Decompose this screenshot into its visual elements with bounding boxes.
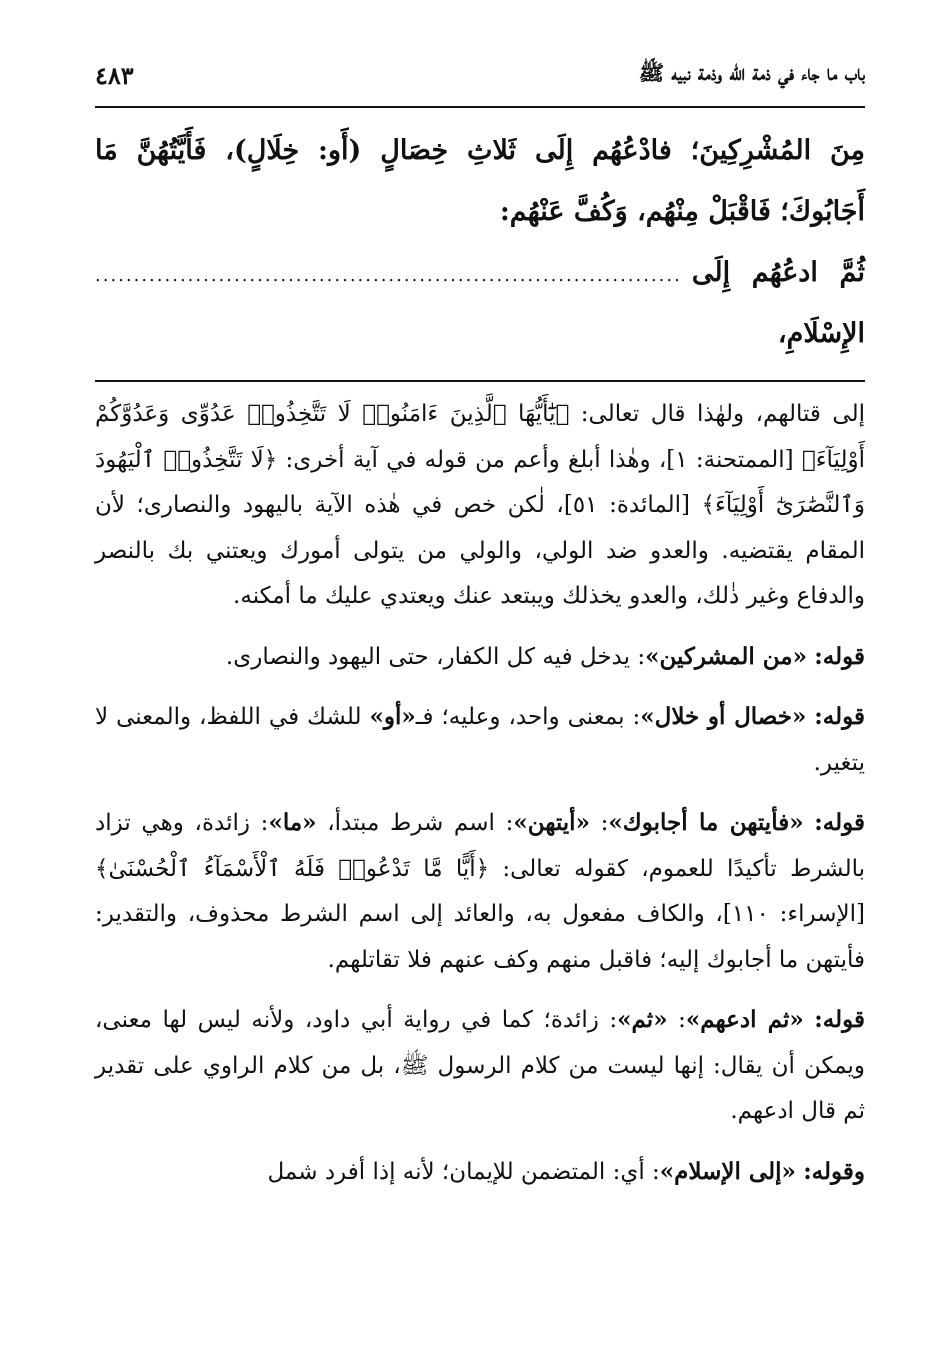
explanation-text: : زائدة، وهي تزاد بالشرط تأكيدًا للعموم، كقوله تعالى: ﴿أَيًّا مَّا تَدْعُوا۟ فَلَهُ ٱلْأَسْمَآءُ ٱلْحُسْنَىٰ﴾ [الإسراء: ١١٠]، والكاف مفعول به، والعائد إلى اسم الشرط محذوف، والتقدير: فأيتهن ما أجابوك إليه؛ فاقبل منهم وكف عنهم فلا تقاتلهم. [95, 810, 865, 973]
explanation-text: : يدخل فيه كل الكفار، حتى اليهود والنصارى. [225, 643, 646, 670]
page [95, 50, 865, 1195]
explanation-text: : [589, 810, 609, 836]
commentary-paragraph-4 [95, 800, 865, 983]
commentary-paragraph-3 [95, 694, 865, 786]
running-header [95, 50, 865, 100]
quoted-phrase: «ثم ادعهم» [685, 1006, 804, 1033]
quoted-phrase: «إلى الإسلام» [659, 1157, 796, 1185]
keyword: «أيتهن» [513, 809, 590, 836]
ellipsis-dots: ............................................................................ [95, 265, 682, 286]
hadith-text [95, 120, 865, 364]
chapter-title: باب ما جاء في ذمة الله وذمة نبيه ﷺ [638, 59, 865, 85]
explanation-text: : اسم شرط مبتدأ، [316, 810, 514, 836]
explanation-text: : بمعنى واحد، وعليه؛ فـ [415, 704, 641, 730]
commentary-paragraph-6 [95, 1149, 865, 1196]
commentary [95, 392, 865, 1195]
page-number: ٤٨٣ [95, 60, 134, 90]
commentary-paragraph-2 [95, 634, 865, 681]
keyword: «أو» [369, 703, 416, 730]
qawluh-label: قوله: [814, 642, 865, 670]
explanation-text: : زائدة؛ كما في رواية أبي داود، ولأنه ليس لها معنى، ويمكن أن يقال: إنها ليست من كلام الرسول ﷺ، بل من كلام الراوي على تقدير ثم قال ادعهم. [95, 1007, 865, 1124]
qawluh-label: قوله: [814, 809, 866, 836]
section-rule [95, 380, 865, 382]
hadith-line-2-text: ثُمَّ ادعُهُم إِلَى الإِسْلَامِ، [691, 257, 865, 349]
keyword: «ما» [268, 809, 317, 836]
qawluh-label: قوله: [814, 1006, 866, 1033]
quoted-phrase: «خصال أو خلال» [640, 703, 807, 730]
commentary-paragraph-1: إلى قتالهم، ولهٰذا قال تعالى: ﴿يَٰٓأَيُّهَا ٱلَّذِينَ ءَامَنُوا۟ لَا تَتَّخِذُوا۟ عَدُوِّى وَعَدُوَّكُمْ أَوْلِيَآءَ﴾ [الممتحنة: ١]، وهٰذا أبلغ وأعم من قوله في آية أخرى: ﴿لَا تَتَّخِذُوا۟ ٱلْيَهُودَ وَٱلنَّصَٰرَىٰٓ أَوْلِيَآءَ﴾ [المائدة: ٥١]، لٰكن خص في هٰذه الآية باليهود والنصارى؛ لأن المقام يقتضيه. والعدو ضد الولي، والولي من يتولى أمورك ويعتني بك بالنصر والدفاع وغير ذٰلك، والعدو يخذلك ويبتعد عنك ويعتدي عليك ما أمكنه. [95, 401, 865, 609]
header-rule [95, 106, 865, 108]
hadith-line-2 [95, 242, 865, 364]
explanation-text: للشك في اللفظ، والمعنى لا يتغير. [95, 704, 865, 776]
qawluh-label: قوله: [814, 703, 866, 730]
hadith-line-1: مِنَ المُشْرِكِينَ؛ فادْعُهُم إِلَى ثَلاثِ خِصَالٍ (أَو: خِلَالٍ)، فَأَيَّتُهُنَّ مَا أَجَابُوكَ؛ فَاقْبَلْ مِنْهُم، وَكُفَّ عَنْهُم: [95, 135, 865, 227]
qawluh-label: وقوله: [803, 1157, 865, 1185]
quoted-phrase: «من المشركين» [645, 642, 807, 670]
quoted-phrase: «فأيتهن ما أجابوك» [608, 809, 804, 836]
explanation-text: : [667, 1007, 686, 1033]
explanation-text: : أي: المتضمن للإيمان؛ لأنه إذا أفرد شمل [267, 1158, 660, 1185]
keyword: «ثم» [617, 1006, 668, 1033]
commentary-paragraph-5 [95, 997, 865, 1135]
